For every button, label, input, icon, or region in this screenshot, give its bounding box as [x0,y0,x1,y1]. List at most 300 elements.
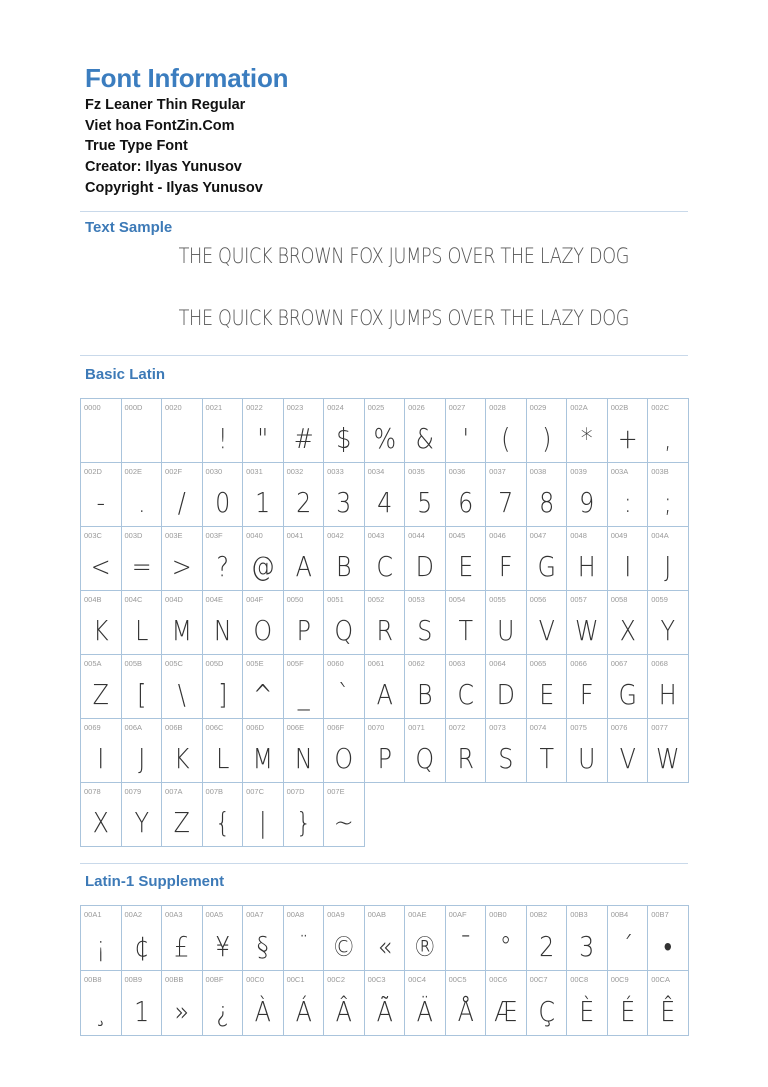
glyph-sample: ¸ [94,994,107,1028]
glyph-cell [122,655,163,719]
glyph-cell [405,527,446,591]
glyph-cell [527,906,568,971]
glyph-cell [486,527,527,591]
glyph-cell [243,719,284,783]
glyph-cell [162,906,203,971]
glyph-sample: ~ [333,806,354,839]
glyph-grid-basic-latin [80,398,689,847]
glyph-codepoint: 0000 [84,403,101,412]
glyph-codepoint: 00A3 [165,910,183,919]
glyph-sample: E [457,550,473,583]
glyph-cell [567,591,608,655]
glyph-codepoint: 00C1 [286,975,305,984]
glyph-cell [446,399,487,463]
glyph-codepoint: 00BB [165,975,184,984]
glyph-cell [446,463,487,527]
glyph-sample: ! [217,422,228,455]
glyph-sample: J [137,742,145,775]
glyph-cell [608,399,649,463]
glyph-cell [81,783,122,847]
glyph-sample: © [331,929,356,963]
glyph-sample [84,415,118,462]
glyph-sample: Y [134,806,149,839]
glyph-codepoint: 0075 [570,723,587,732]
glyph-sample: > [171,550,192,583]
glyph-codepoint: 006E [286,723,305,732]
glyph-codepoint: 0061 [367,659,385,668]
glyph-sample: " [257,422,269,455]
glyph-codepoint: 00C0 [246,975,264,984]
glyph-codepoint: 0070 [367,723,385,732]
glyph-codepoint: 0045 [448,531,466,540]
glyph-cell [81,719,122,783]
glyph-sample: 7 [498,486,514,519]
glyph-sample: - [96,486,106,519]
glyph-sample: O [334,742,354,775]
glyph-sample: Z [92,678,109,711]
glyph-sample: Æ [494,994,518,1028]
glyph-cell [203,719,244,783]
glyph-sample: ® [412,929,437,963]
glyph-sample: + [617,422,638,455]
glyph-sample: L [215,742,229,775]
glyph-cell [203,399,244,463]
glyph-sample: À [254,994,271,1028]
glyph-sample: W [575,614,599,647]
glyph-cell [405,463,446,527]
glyph-cell [567,906,608,971]
glyph-sample: § [256,929,269,963]
glyph-cell [324,527,365,591]
glyph-cell [162,527,203,591]
glyph-cell [365,971,406,1036]
font-copyright: Copyright - Ilyas Yunusov [85,179,263,196]
section-heading-basic-latin: Basic Latin [85,366,166,383]
glyph-sample: [ [136,678,146,711]
glyph-codepoint: 002D [84,467,102,476]
glyph-codepoint: 0022 [246,403,263,412]
glyph-cell [243,591,284,655]
glyph-cell [527,655,568,719]
glyph-cell [122,906,163,971]
glyph-sample: R [376,614,393,647]
glyph-sample: / [177,486,186,519]
glyph-codepoint: 00AF [448,910,467,919]
glyph-codepoint: 0043 [367,531,385,540]
glyph-cell [486,655,527,719]
glyph-sample: ´ [621,929,634,963]
glyph-cell [486,463,527,527]
glyph-codepoint: 007C [246,787,264,796]
glyph-cell [648,971,689,1036]
glyph-cell [162,971,203,1036]
divider [80,211,688,212]
glyph-sample: ? [215,550,229,583]
glyph-codepoint: 005D [205,659,224,668]
glyph-sample: ( [501,422,511,455]
glyph-codepoint: 0039 [570,467,587,476]
glyph-sample: Â [335,994,352,1028]
glyph-sample: , [664,422,672,455]
glyph-cell [122,399,163,463]
glyph-codepoint: 00B7 [651,910,669,919]
glyph-sample: N [213,614,232,647]
glyph-codepoint: 0073 [489,723,506,732]
glyph-sample: ^ [252,678,273,711]
glyph-codepoint: 004A [651,531,669,540]
glyph-sample: M [171,614,193,647]
glyph-cell [527,527,568,591]
glyph-cell [324,906,365,971]
glyph-sample: Q [415,742,435,775]
glyph-cell [324,655,365,719]
glyph-cell [203,463,244,527]
glyph-sample: | [258,806,267,839]
glyph-sample: Z [173,806,190,839]
glyph-cell [567,527,608,591]
font-creator: Creator: Ilyas Yunusov [85,159,242,176]
glyph-cell [162,655,203,719]
glyph-cell [567,399,608,463]
glyph-sample: Ã [376,994,393,1028]
glyph-sample: X [92,806,109,839]
glyph-cell [243,906,284,971]
glyph-sample: 2 [295,486,311,519]
glyph-codepoint: 000D [124,403,143,412]
glyph-cell [284,399,325,463]
glyph-codepoint: 0051 [327,595,344,604]
glyph-cell [81,971,122,1036]
glyph-codepoint: 00A8 [286,910,305,919]
glyph-cell [527,399,568,463]
glyph-codepoint: 00B4 [610,910,629,919]
glyph-codepoint: 00C6 [489,975,508,984]
glyph-sample: Ê [660,994,676,1028]
glyph-cell [284,906,325,971]
glyph-sample: G [537,550,556,583]
glyph-sample: E [538,678,554,711]
glyph-codepoint: 005E [246,659,264,668]
glyph-cell [648,719,689,783]
glyph-codepoint: 00C9 [610,975,629,984]
glyph-cell [122,591,163,655]
glyph-codepoint: 00A5 [205,910,224,919]
glyph-cell [324,591,365,655]
glyph-codepoint: 0068 [651,659,668,668]
glyph-sample: É [619,994,635,1028]
glyph-cell [162,399,203,463]
glyph-sample: A [295,550,312,583]
glyph-codepoint: 0077 [651,723,668,732]
glyph-sample: T [539,742,554,775]
glyph-sample: ° [499,929,512,963]
glyph-sample: È [579,994,595,1028]
glyph-sample: \ [177,678,186,711]
glyph-cell [324,971,365,1036]
glyph-codepoint: 0064 [489,659,506,668]
glyph-codepoint: 00AB [367,910,386,919]
glyph-cell [486,591,527,655]
glyph-cell [446,527,487,591]
glyph-cell [446,971,487,1036]
glyph-codepoint: 006C [205,723,224,732]
glyph-codepoint: 0026 [408,403,425,412]
glyph-codepoint: 0066 [570,659,587,668]
glyph-codepoint: 0055 [489,595,506,604]
glyph-codepoint: 0037 [489,467,506,476]
glyph-codepoint: 0069 [84,723,101,732]
glyph-sample: ¥ [214,929,230,963]
glyph-cell [324,719,365,783]
font-type: True Type Font [85,138,188,155]
glyph-cell [648,463,689,527]
glyph-cell [122,719,163,783]
glyph-sample: W [656,742,680,775]
glyph-cell [203,783,244,847]
glyph-cell [203,591,244,655]
glyph-codepoint: 0059 [651,595,668,604]
glyph-codepoint: 006F [327,723,345,732]
glyph-codepoint: 0053 [408,595,425,604]
glyph-sample: X [619,614,636,647]
glyph-sample: ¢ [133,929,149,963]
glyph-sample: = [131,550,152,583]
glyph-codepoint: 0030 [205,467,223,476]
glyph-codepoint: 00C5 [448,975,467,984]
glyph-cell [284,719,325,783]
glyph-codepoint: 0034 [367,467,385,476]
glyph-sample: £ [174,929,190,963]
glyph-codepoint: 0027 [448,403,466,412]
glyph-codepoint: 005F [286,659,304,668]
glyph-sample [165,415,199,462]
glyph-cell [446,655,487,719]
glyph-cell [486,399,527,463]
glyph-codepoint: 0047 [529,531,547,540]
glyph-cell [405,906,446,971]
glyph-sample: 0 [214,486,230,519]
glyph-codepoint: 00B2 [529,910,548,919]
glyph-sample: K [92,614,109,647]
glyph-cell [324,463,365,527]
glyph-cell [608,655,649,719]
glyph-cell [405,719,446,783]
glyph-cell [527,719,568,783]
glyph-sample: U [497,614,515,647]
glyph-codepoint: 0029 [529,403,547,412]
glyph-cell [365,719,406,783]
glyph-cell [284,527,325,591]
glyph-cell [284,783,325,847]
glyph-cell [608,719,649,783]
glyph-cell [365,906,406,971]
glyph-codepoint: 007E [327,787,345,796]
glyph-sample: ¡ [95,929,106,963]
glyph-codepoint: 003A [610,467,629,476]
glyph-codepoint: 0025 [367,403,385,412]
glyph-sample: D [415,550,435,583]
glyph-sample: F [580,678,594,711]
glyph-codepoint: 003B [651,467,669,476]
glyph-cell [122,527,163,591]
page-title: Font Information [85,63,289,93]
glyph-sample: J [664,550,672,583]
glyph-codepoint: 0042 [327,531,344,540]
glyph-codepoint: 004F [246,595,264,604]
glyph-codepoint: 0076 [610,723,628,732]
glyph-sample: & [415,422,435,455]
glyph-sample: S [498,742,514,775]
glyph-codepoint: 00A9 [327,910,345,919]
glyph-codepoint: 002B [610,403,629,412]
glyph-cell [203,527,244,591]
glyph-codepoint: 0052 [367,595,385,604]
glyph-cell [527,463,568,527]
glyph-sample: ] [217,678,227,711]
glyph-cell [365,591,406,655]
glyph-codepoint: 0054 [448,595,466,604]
text-sample-line: THE QUICK BROWN FOX JUMPS OVER THE LAZY DOG [178,306,630,330]
glyph-sample: B [336,550,352,583]
glyph-codepoint: 00B3 [570,910,588,919]
glyph-codepoint: 00C8 [570,975,589,984]
glyph-sample [124,415,158,462]
glyph-sample: { [214,806,230,839]
glyph-codepoint: 0035 [408,467,425,476]
glyph-sample: # [293,422,314,455]
glyph-sample: Q [334,614,354,647]
glyph-codepoint: 0031 [246,467,263,476]
glyph-cell [486,971,527,1036]
glyph-codepoint: 0078 [84,787,101,796]
font-info-block [85,95,263,199]
glyph-codepoint: 0033 [327,467,344,476]
glyph-codepoint: 00BF [205,975,224,984]
glyph-cell [446,591,487,655]
glyph-sample: I [623,550,631,583]
glyph-sample: U [578,742,596,775]
glyph-cell [608,591,649,655]
glyph-sample: L [134,614,148,647]
glyph-sample: 3 [336,486,352,519]
glyph-sample: H [577,550,596,583]
glyph-cell [284,463,325,527]
glyph-cell [486,906,527,971]
glyph-sample: N [294,742,313,775]
glyph-sample: ` [337,678,350,711]
glyph-cell [122,971,163,1036]
glyph-codepoint: 006D [246,723,264,732]
glyph-cell [446,719,487,783]
glyph-cell [608,906,649,971]
glyph-codepoint: 0065 [529,659,547,668]
glyph-sample: K [173,742,190,775]
glyph-cell [284,971,325,1036]
glyph-sample: Ä [416,994,434,1028]
glyph-cell [648,399,689,463]
glyph-codepoint: 0046 [489,531,506,540]
glyph-codepoint: 005B [124,659,143,668]
glyph-sample: ¨ [297,929,310,963]
glyph-cell [162,463,203,527]
glyph-cell [365,463,406,527]
glyph-codepoint: 005A [84,659,102,668]
glyph-cell [162,783,203,847]
glyph-sample: C [457,678,474,711]
glyph-cell [81,655,122,719]
glyph-sample: Å [457,994,474,1028]
glyph-codepoint: 0049 [610,531,628,540]
glyph-cell [365,399,406,463]
glyph-sample: 2 [538,929,555,963]
glyph-cell [122,463,163,527]
glyph-sample: 1 [255,486,271,519]
glyph-codepoint: 0021 [205,403,223,412]
glyph-cell [527,971,568,1036]
glyph-sample: ¯ [459,929,472,963]
glyph-cell [284,655,325,719]
glyph-codepoint: 0023 [286,403,304,412]
glyph-cell [243,971,284,1036]
glyph-cell [203,655,244,719]
glyph-cell [608,527,649,591]
glyph-cell [122,783,163,847]
glyph-codepoint: 0024 [327,403,344,412]
glyph-sample: R [457,742,474,775]
glyph-codepoint: 00A7 [246,910,264,919]
glyph-cell [243,527,284,591]
glyph-sample: I [97,742,105,775]
glyph-cell [81,527,122,591]
glyph-cell [446,906,487,971]
glyph-cell [567,463,608,527]
glyph-cell [324,399,365,463]
glyph-sample: ¿ [215,994,229,1028]
glyph-cell [648,527,689,591]
glyph-cell [81,906,122,971]
glyph-sample: ; [663,486,672,519]
glyph-codepoint: 0020 [165,403,182,412]
glyph-cell [243,783,284,847]
divider [80,355,688,356]
glyph-sample: Ç [538,994,555,1028]
glyph-sample: Y [660,614,676,647]
glyph-sample: . [137,486,146,519]
glyph-codepoint: 00B0 [489,910,507,919]
glyph-codepoint: 0079 [124,787,142,796]
glyph-codepoint: 0062 [408,659,425,668]
glyph-cell [81,463,122,527]
glyph-sample: D [496,678,516,711]
glyph-codepoint: 0057 [570,595,587,604]
glyph-cell [648,591,689,655]
glyph-cell [162,591,203,655]
glyph-cell [405,591,446,655]
glyph-cell [365,527,406,591]
glyph-cell [648,906,689,971]
glyph-codepoint: 003D [124,531,143,540]
glyph-sample: O [253,614,273,647]
glyph-codepoint: 005C [165,659,183,668]
glyph-cell [527,591,568,655]
glyph-grid-latin1-supplement [80,905,689,1036]
glyph-sample: ' [462,422,469,455]
glyph-codepoint: 00A1 [84,910,102,919]
glyph-cell [81,399,122,463]
glyph-cell [243,463,284,527]
glyph-codepoint: 004D [165,595,183,604]
glyph-codepoint: 00C3 [367,975,386,984]
